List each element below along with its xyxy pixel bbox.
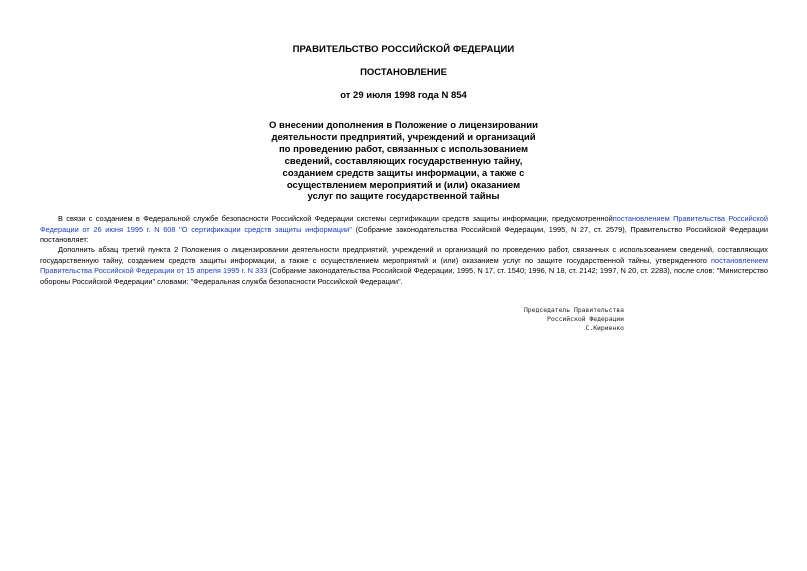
document-title: [0, 120, 807, 203]
title-line: по проведению работ, связанных с использованием: [278, 143, 529, 155]
signature-name: С.Кириенко: [585, 324, 624, 333]
paragraph-text: (Собрание законодательства Российской Федерации, 1995, N 17, ст. 1540; 1996, N 18, ст. 2142; 1997, N 20, ст. 2283), после слов: "Министерство обороны Российской Федерации" словами: "Федеральная служба безопасности Российской Федерации".: [40, 266, 768, 286]
date-and-number: от 29 июля 1998 года N 854: [340, 90, 467, 101]
title-line: деятельности предприятий, учреждений и организаций: [271, 131, 536, 143]
paragraph-text: (Собрание законодательства Российской Федерации, 1995, N 27, ст. 2579), Правительство Российской Федерации постановляет:: [40, 224, 768, 245]
decree-333-link[interactable]: постановлением Правительства Российской Федерации от 15 апреля 1995 г. N 333: [40, 255, 768, 276]
paragraph-preamble: [40, 214, 768, 246]
title-line: сведений, составляющих государственную тайну,: [284, 155, 523, 167]
title-line: услуг по защите государственной тайны: [307, 191, 500, 203]
paragraph-text: В связи с созданием в Федеральной службе безопасности Российской Федерации системы сертификации средств защиты информации, предусмотренной: [58, 214, 613, 223]
signature-position: Председатель Правительства: [523, 306, 624, 314]
document-type-heading: ПОСТАНОВЛЕНИЕ: [360, 67, 447, 78]
decree-608-link[interactable]: постановлением Правительства Российской Федерации от 26 июня 1995 г. N 608 "О сертификации средств защиты информации": [40, 214, 768, 234]
title-line: созданием средств защиты информации, а также с: [282, 167, 525, 179]
title-line: О внесении дополнения в Положение о лицензировании: [269, 120, 538, 131]
signature-block: [510, 306, 624, 334]
title-line: осуществлением мероприятий и (или) оказанием: [286, 179, 521, 191]
signature-country: Российской Федерации: [547, 315, 624, 324]
paragraph-text: Дополнить абзац третий пункта 2 Положения о лицензировании деятельности предприятий, учреждений и организаций по проведению работ, связанных с использованием сведений, составляющих государственную тайну, созданием средств защиты информации, а также с осуществлением мероприятий и (или) оказанием услуг по защите государственной тайны, утвержденного: [40, 245, 768, 265]
paragraph-amendment: [40, 245, 768, 287]
government-heading: ПРАВИТЕЛЬСТВО РОССИЙСКОЙ ФЕДЕРАЦИИ: [292, 44, 515, 55]
